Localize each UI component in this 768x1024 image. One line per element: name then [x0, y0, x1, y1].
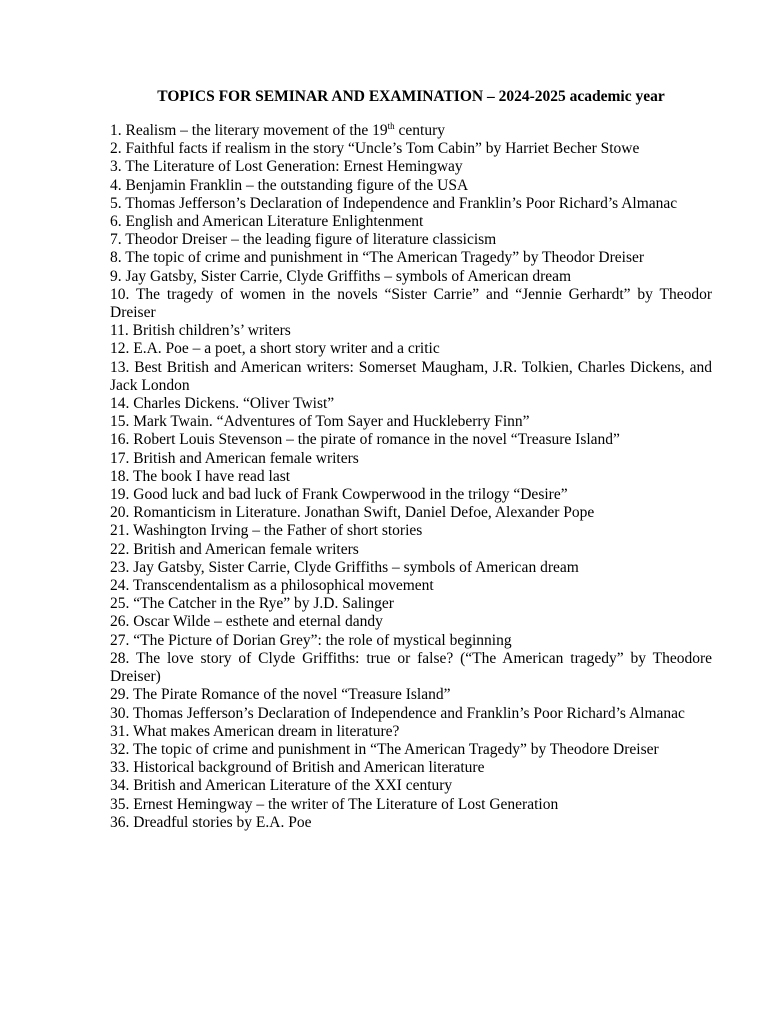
page-title: TOPICS FOR SEMINAR AND EXAMINATION – 2024-2025 academic year — [157, 88, 665, 105]
list-item — [110, 723, 712, 741]
list-item — [110, 395, 712, 413]
list-item — [110, 158, 712, 176]
list-item — [110, 286, 712, 322]
list-item — [110, 522, 712, 540]
list-item — [110, 231, 712, 249]
topic-text: 29. The Pirate Romance of the novel “Treasure Island” — [110, 686, 451, 704]
list-item — [110, 468, 712, 486]
topic-text: 36. Dreadful stories by E.A. Poe — [110, 813, 312, 831]
topic-text: 23. Jay Gatsby, Sister Carrie, Clyde Griffiths – symbols of American dream — [110, 558, 579, 576]
list-item — [110, 322, 712, 340]
topic-text: 33. Historical background of British and American literature — [110, 759, 485, 777]
list-item — [110, 413, 712, 431]
topic-text: 9. Jay Gatsby, Sister Carrie, Clyde Griffiths – symbols of American dream — [110, 267, 572, 285]
topic-text: 12. E.A. Poe – a poet, a short story writer and a critic — [110, 340, 440, 358]
topic-text: 6. English and American Literature Enlightenment — [110, 213, 424, 231]
topic-text: 13. Best British and American writers: Somerset Maugham, J.R. Tolkien, Charles Dickens, and Jack London — [110, 358, 712, 394]
list-item — [110, 796, 712, 814]
list-item — [110, 814, 712, 832]
topic-text: 11. British children’s’ writers — [110, 322, 291, 340]
list-item — [110, 632, 712, 650]
list-item — [110, 650, 712, 686]
list-item — [110, 213, 712, 231]
list-item — [110, 777, 712, 795]
list-item — [110, 541, 712, 559]
topic-text: 21. Washington Irving – the Father of short stories — [110, 522, 423, 540]
topic-text: 8. The topic of crime and punishment in “The American Tragedy” by Theodor Dreiser — [110, 249, 645, 267]
topic-text: 5. Thomas Jefferson’s Declaration of Independence and Franklin’s Poor Richard’s Almanac — [110, 194, 678, 212]
topic-text: 30. Thomas Jefferson’s Declaration of Independence and Franklin’s Poor Richard’s Almanac — [110, 704, 685, 722]
list-item — [110, 140, 712, 158]
list-item — [110, 486, 712, 504]
list-item — [110, 559, 712, 577]
list-item — [110, 741, 712, 759]
topic-text: 22. British and American female writers — [110, 540, 359, 558]
list-item — [110, 431, 712, 449]
topic-text: 15. Mark Twain. “Adventures of Tom Sayer and Huckleberry Finn” — [110, 413, 530, 431]
topic-text: 27. “The Picture of Dorian Grey”: the role of mystical beginning — [110, 631, 512, 649]
list-item — [110, 504, 712, 522]
list-item — [110, 577, 712, 595]
list-item — [110, 686, 712, 704]
list-item — [110, 595, 712, 613]
topic-list — [110, 122, 712, 832]
topic-text: 14. Charles Dickens. “Oliver Twist” — [110, 395, 335, 413]
topic-text: 26. Oscar Wilde – esthete and eternal dandy — [110, 613, 383, 631]
topic-superscript: th — [387, 120, 395, 131]
topic-text: 19. Good luck and bad luck of Frank Cowperwood in the trilogy “Desire” — [110, 486, 568, 504]
topic-text: 16. Robert Louis Stevenson – the pirate of romance in the novel “Treasure Island” — [110, 431, 620, 449]
topic-text: 31. What makes American dream in literature? — [110, 722, 400, 740]
list-item — [110, 359, 712, 395]
topic-text: 10. The tragedy of women in the novels “Sister Carrie” and “Jennie Gerhardt” by Theodor Dreiser — [110, 285, 712, 322]
list-item — [110, 249, 712, 267]
topic-text: 34. British and American Literature of the XXI century — [110, 777, 453, 795]
topic-text: 32. The topic of crime and punishment in “The American Tragedy” by Theodore Dreiser — [110, 740, 659, 758]
topic-text-continued: century — [394, 122, 446, 139]
list-item — [110, 122, 712, 140]
list-item — [110, 613, 712, 631]
topic-text: 1. Realism – the literary movement of the 19 — [110, 122, 388, 139]
topic-text: 17. British and American female writers — [110, 449, 359, 467]
topic-text: 35. Ernest Hemingway – the writer of The Literature of Lost Generation — [110, 795, 559, 813]
topic-text: 3. The Literature of Lost Generation: Ernest Hemingway — [110, 158, 463, 176]
list-item — [110, 705, 712, 723]
list-item — [110, 195, 712, 213]
topic-text: 7. Theodor Dreiser – the leading figure of literature classicism — [110, 231, 497, 249]
topic-text: 2. Faithful facts if realism in the story “Uncle’s Tom Cabin” by Harriet Becher Stowe — [110, 140, 640, 158]
list-item — [110, 759, 712, 777]
list-item — [110, 177, 712, 195]
topic-text: 20. Romanticism in Literature. Jonathan Swift, Daniel Defoe, Alexander Pope — [110, 504, 595, 522]
topic-text: 4. Benjamin Franklin – the outstanding figure of the USA — [110, 176, 469, 194]
list-item — [110, 268, 712, 286]
topic-text: 25. “The Catcher in the Rye” by J.D. Salinger — [110, 595, 394, 613]
topic-text: 18. The book I have read last — [110, 467, 291, 485]
topic-text: 24. Transcendentalism as a philosophical movement — [110, 577, 434, 595]
list-item — [110, 450, 712, 468]
topic-text: 28. The love story of Clyde Griffiths: true or false? (“The American tragedy” by Theodore Dreiser) — [110, 649, 712, 686]
list-item — [110, 340, 712, 358]
document-page — [110, 88, 712, 832]
